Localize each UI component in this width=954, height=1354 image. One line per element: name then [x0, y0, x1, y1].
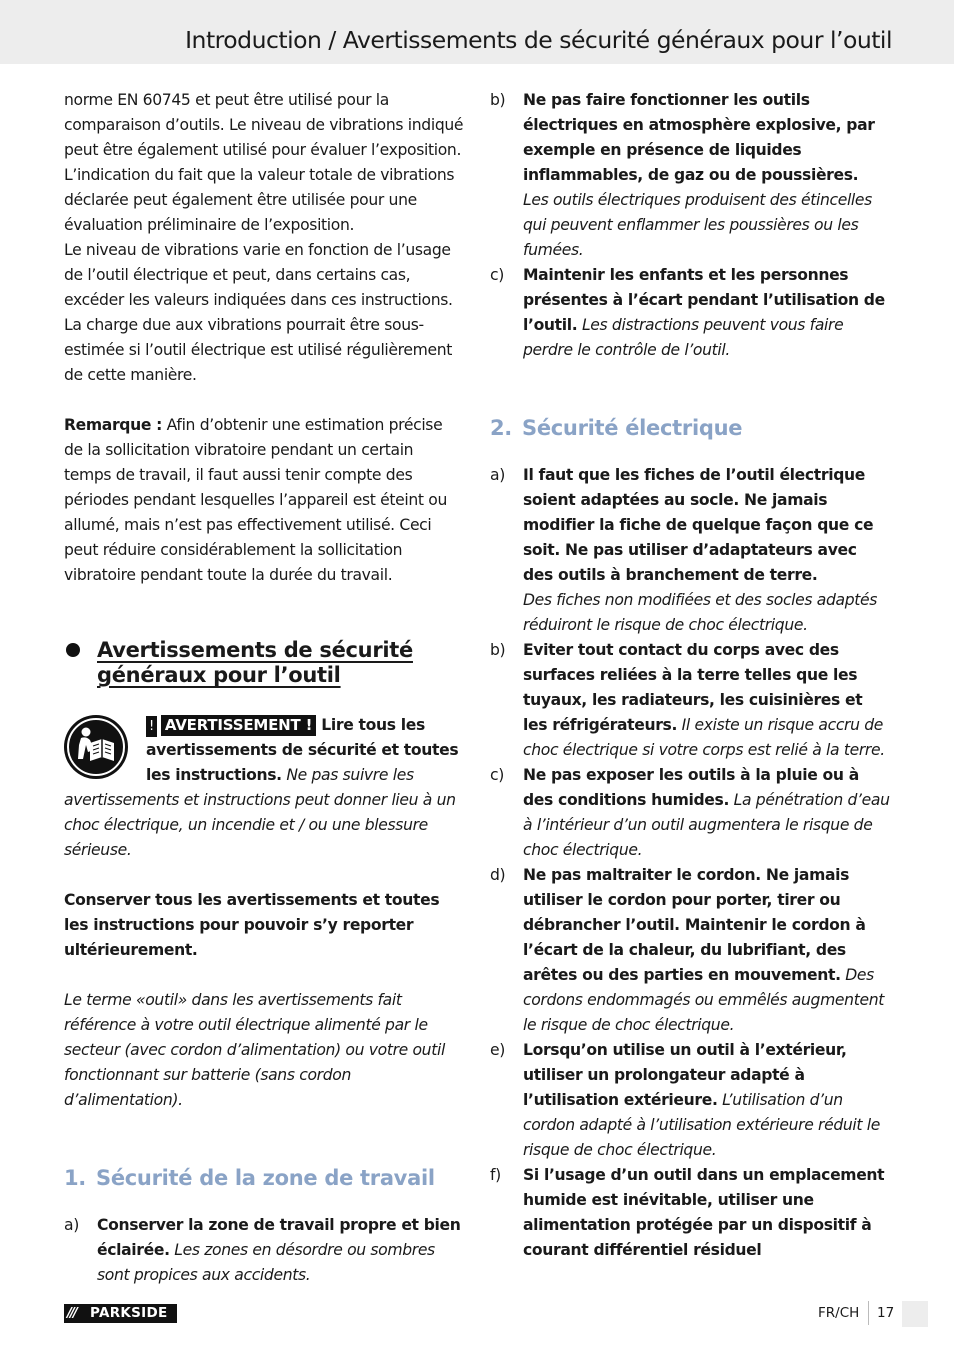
logo-text: PARKSIDE [90, 1305, 168, 1321]
general-warnings-heading-text: Avertissements de sécurité généraux pour l’outil [97, 638, 413, 687]
item-label: f) [490, 1166, 501, 1184]
item-bold-text: Si l’usage d’un outil dans un emplacement humide est inévitable, utiliser une alimentation protégée par un dispositif à courant différentiel résiduel [523, 1166, 885, 1259]
item-italic-text: Il existe un risque accru de choc électrique si votre corps est relié à la terre. [523, 716, 885, 759]
section-1-title: Sécurité de la zone de travail [96, 1166, 435, 1190]
section-1-number: 1. [64, 1166, 86, 1190]
item-bold-text: Ne pas exposer les outils à la pluie ou à des conditions humides. [523, 766, 859, 809]
warning-badge: AVERTISSEMENT ! [161, 715, 316, 736]
electrical-item-f [490, 1163, 890, 1263]
left-column [64, 88, 464, 1288]
footer-tab-marker [902, 1301, 928, 1327]
item-italic-text: Les zones en désordre ou sombres sont propices aux accidents. [97, 1241, 435, 1284]
item-bold-text: Ne pas faire fonctionner les outils électriques en atmosphère explosive, par exemple en présence de liquides inflammables, de gaz ou de poussières. [523, 91, 875, 184]
item-label: a) [490, 466, 505, 484]
item-bold-text: Ne pas maltraiter le cordon. Ne jamais utiliser le cordon pour porter, tirer ou débrancher l’outil. Maintenir le cordon à l’écart de la chaleur, du lubrifiant, des arêtes ou des parties en mouvement. [523, 866, 866, 984]
item-label: c) [490, 766, 504, 784]
tool-term-text: Le terme «outil» dans les avertissements fait référence à votre outil électrique alimenté par le secteur (avec cordon d’alimentation) ou votre outil fonctionnant sur batterie (sans cordon d’alimentation). [64, 991, 445, 1109]
section-2-title: Sécurité électrique [522, 416, 743, 440]
item-italic-text: Des cordons endommagés ou emmêlés augmentent le risque de choc électrique. [523, 966, 885, 1034]
section-2-heading [490, 413, 890, 443]
item-label: b) [490, 91, 506, 109]
page-number: 17 [877, 1305, 895, 1321]
item-label: b) [490, 641, 506, 659]
electrical-item-a [490, 463, 890, 638]
vibration-paragraph-2: Le niveau de vibrations varie en fonction de l’usage de l’outil électrique et peut, dans certains cas, excéder les valeurs indiquées dans ces instructions. [64, 241, 453, 309]
warning-italic-text: Ne pas suivre les avertissements et instructions peut donner lieu à un choc électrique, un incendie et / ou une blessure sérieuse. [64, 766, 456, 859]
read-manual-icon [64, 715, 128, 779]
item-bold-text: Lorsqu’on utilise un outil à l’extérieur, utiliser un prolongateur adapté à l’utilisation extérieure. [523, 1041, 847, 1109]
item-bold-text: Conserver la zone de travail propre et bien éclairée. [97, 1216, 461, 1259]
item-label: a) [64, 1216, 79, 1234]
parkside-logo [64, 1304, 177, 1323]
item-italic-text: Les distractions peuvent vous faire perdre le contrôle de l’outil. [523, 316, 844, 359]
item-bold-text: Eviter tout contact du corps avec des surfaces reliées à la terre telles que les tuyaux, les radiateurs, les cuisinières et les réfrigérateurs. [523, 641, 863, 734]
section-2-number: 2. [490, 416, 512, 440]
language-code: FR/CH [818, 1305, 860, 1321]
remark-label: Remarque : [64, 416, 163, 434]
item-label: c) [490, 266, 504, 284]
right-column [490, 88, 890, 1263]
electrical-item-e [490, 1038, 890, 1163]
work-area-item-c [490, 263, 890, 363]
remark-paragraph [64, 413, 464, 588]
warning-triangle-icon: ! [146, 716, 157, 737]
item-label: d) [490, 866, 506, 884]
item-bold-text: Il faut que les fiches de l’outil électrique soient adaptées au socle. Ne jamais modifier la fiche de quelque façon que ce soit. Ne pas utiliser d’adaptateurs avec des outils à branchement de terre. [523, 466, 874, 584]
logo-slashes: /// [67, 1305, 76, 1321]
vibration-paragraph-1: norme EN 60745 et peut être utilisé pour la comparaison d’outils. Le niveau de vibrations indiqué peut être également utilisé pour évaluer l’exposition. L’indication du fait que la valeur totale de vibrations déclarée peut également être utilisée pour une évaluation préliminaire de l’exposition. [64, 91, 464, 234]
electrical-item-d [490, 863, 890, 1038]
warning-bold-text: Lire tous les avertissements de sécurité et toutes les instructions. [146, 716, 459, 784]
section-1-heading [64, 1163, 464, 1193]
keep-instructions-text: Conserver tous les avertissements et toutes les instructions pour pouvoir s’y reporter ultérieurement. [64, 891, 440, 959]
bullet-dot-icon [66, 643, 80, 657]
item-italic-text: La pénétration d’eau à l’intérieur d’un outil augmentera le risque de choc électrique. [523, 791, 890, 859]
remark-text: Afin d’obtenir une estimation précise de la sollicitation vibratoire pendant un certain temps de travail, il faut aussi tenir compte des périodes pendant lesquelles l’appareil est éteint ou allumé, mais n’est pas effectivement utilisé. Ceci peut réduire considérablement la sollicitation vibratoire pendant toute la durée du travail. [64, 416, 447, 584]
electrical-item-c [490, 763, 890, 863]
footer-divider [868, 1301, 869, 1325]
electrical-item-b [490, 638, 890, 763]
page-header [0, 0, 954, 64]
item-italic-text: L’utilisation d’un cordon adapté à l’utilisation extérieure réduit le risque de choc électrique. [523, 1091, 881, 1159]
work-area-item-a [64, 1213, 464, 1288]
vibration-paragraph-3: La charge due aux vibrations pourrait être sous-estimée si l’outil électrique est utilisé régulièrement de cette manière. [64, 316, 452, 384]
warning-block [64, 713, 464, 863]
item-bold-text: Maintenir les enfants et les personnes présentes à l’écart pendant l’utilisation de l’outil. [523, 266, 885, 334]
work-area-item-b [490, 88, 890, 263]
item-italic-text: Les outils électriques produisent des étincelles qui peuvent enflammer les poussières ou les fumées. [523, 191, 872, 259]
item-italic-text: Des fiches non modifiées et des socles adaptés réduiront le risque de choc électrique. [523, 591, 878, 634]
page-title: Introduction / Avertissements de sécurité généraux pour l’outil [185, 26, 892, 54]
general-warnings-heading [64, 638, 464, 688]
item-label: e) [490, 1041, 505, 1059]
